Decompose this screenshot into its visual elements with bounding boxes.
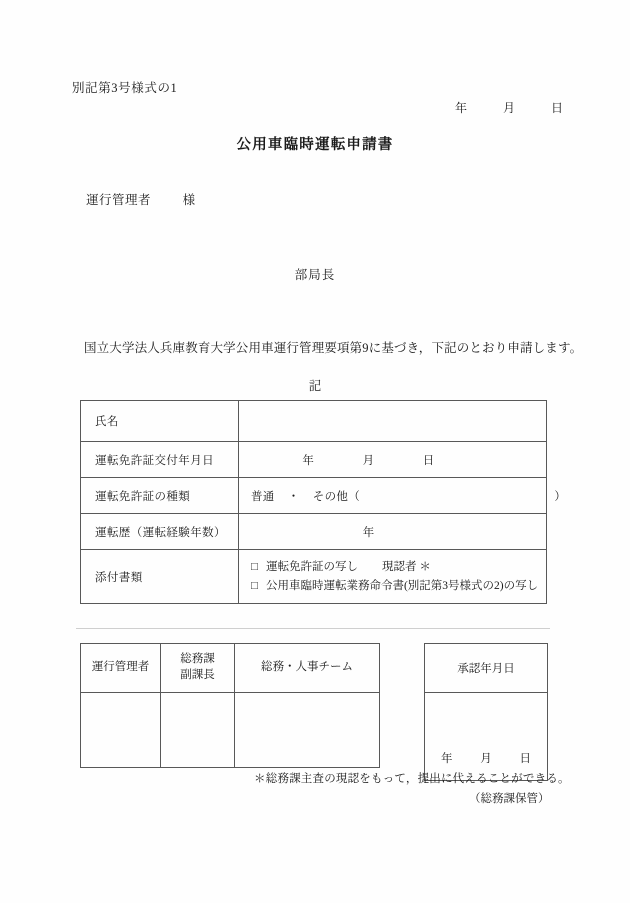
signature-stamp-general-affairs-hr-team[interactable]: [235, 693, 380, 768]
row-label-license-type: 運転免許証の種類: [81, 478, 239, 514]
table-row-license-type: [81, 478, 547, 514]
license-date-month: 月: [362, 454, 375, 467]
table-row-attachments: [81, 550, 547, 604]
table-row-driving-history: [81, 514, 547, 550]
deputy-chief-line-2: 副課長: [180, 669, 215, 681]
signature-stamp-deputy-chief[interactable]: [161, 693, 235, 768]
row-value-driving-history[interactable]: [239, 514, 547, 550]
approval-date-header: 承認年月日: [425, 644, 548, 693]
addressee-line: [86, 190, 196, 208]
license-date-year: 年: [302, 454, 315, 467]
form-number: 別記第3号様式の1: [72, 81, 178, 95]
footnote-verifier: ＊総務課主査の現認をもって，提出に代えることができる。: [254, 773, 570, 785]
row-value-name[interactable]: [239, 401, 547, 442]
attachment-label-license-copy: 運転免許証の写し: [265, 560, 358, 573]
approval-date-month: 月: [480, 753, 492, 765]
attachment-note-verifier: 現認者 ＊: [381, 560, 431, 573]
deputy-chief-line-1: 総務課: [180, 653, 215, 666]
table-row-name: [81, 401, 547, 442]
header-date-day: 日: [551, 101, 564, 115]
body-statement: 国立大学法人兵庫教育大学公用車運行管理要項第9に基づき，下記のとおり申請します。: [84, 341, 583, 355]
attachment-label-work-order-copy: 公用車臨時運転業務命令書(別記第3号様式の2)の写し: [265, 579, 539, 592]
approval-date-row[interactable]: [425, 693, 548, 781]
row-label-driving-history: 運転歴（運転経験年数）: [81, 514, 239, 550]
addressee-role: 運行管理者: [86, 193, 152, 207]
header-date-line: [455, 99, 563, 116]
approval-date-day: 日: [519, 753, 531, 765]
ki-mark: 記: [308, 379, 322, 393]
row-value-attachments: [239, 550, 547, 604]
license-type-options: [251, 491, 566, 503]
attachment-item-work-order-copy[interactable]: [251, 577, 546, 596]
license-date-ymd: [251, 452, 546, 468]
license-type-close-paren: ）: [554, 490, 567, 503]
license-type-separator: ・: [287, 490, 300, 503]
attachment-item-license-copy[interactable]: [251, 558, 546, 577]
row-label-attachments: 添付書類: [81, 550, 239, 604]
license-date-day: 日: [422, 454, 435, 467]
application-details-table: [80, 400, 567, 604]
page-title: 公用車臨時運転申請書: [236, 137, 394, 153]
license-type-option-other[interactable]: その他（: [312, 490, 360, 503]
addressee-honorific: 様: [182, 193, 196, 207]
signature-header-deputy-chief: [161, 644, 235, 693]
row-label-license-issue-date: 運転免許証交付年月日: [81, 442, 239, 478]
signature-stamp-operations-manager[interactable]: [81, 693, 161, 768]
license-type-option-standard[interactable]: 普通: [251, 490, 275, 503]
approval-date-year: 年: [441, 753, 453, 765]
table-row-license-issue-date: [81, 442, 547, 478]
signature-table: [80, 643, 380, 768]
driving-history-unit: 年: [362, 526, 375, 539]
approval-date-fields[interactable]: [425, 693, 548, 781]
checkbox-icon-work-order-copy[interactable]: □: [251, 579, 258, 592]
applicant-title: 部局長: [294, 268, 336, 282]
approval-date-table: [424, 643, 548, 781]
row-label-name: 氏名: [81, 401, 239, 442]
signature-stamp-row: [81, 693, 380, 768]
signature-header-row: [81, 644, 380, 693]
attachment-checkbox-list: [239, 554, 546, 599]
header-date-month: 月: [503, 101, 516, 115]
checkbox-icon-license-copy[interactable]: □: [251, 560, 258, 573]
footnote-custody: （総務課保管）: [469, 793, 550, 805]
signature-header-operations-manager: 運行管理者: [81, 644, 161, 693]
row-value-license-issue-date[interactable]: [239, 442, 547, 478]
header-date-year: 年: [455, 101, 468, 115]
row-value-license-type[interactable]: [239, 478, 567, 514]
signature-header-general-affairs-hr-team: 総務・人事チーム: [235, 644, 380, 693]
section-divider: [76, 628, 550, 629]
approval-header-row: [425, 644, 548, 693]
